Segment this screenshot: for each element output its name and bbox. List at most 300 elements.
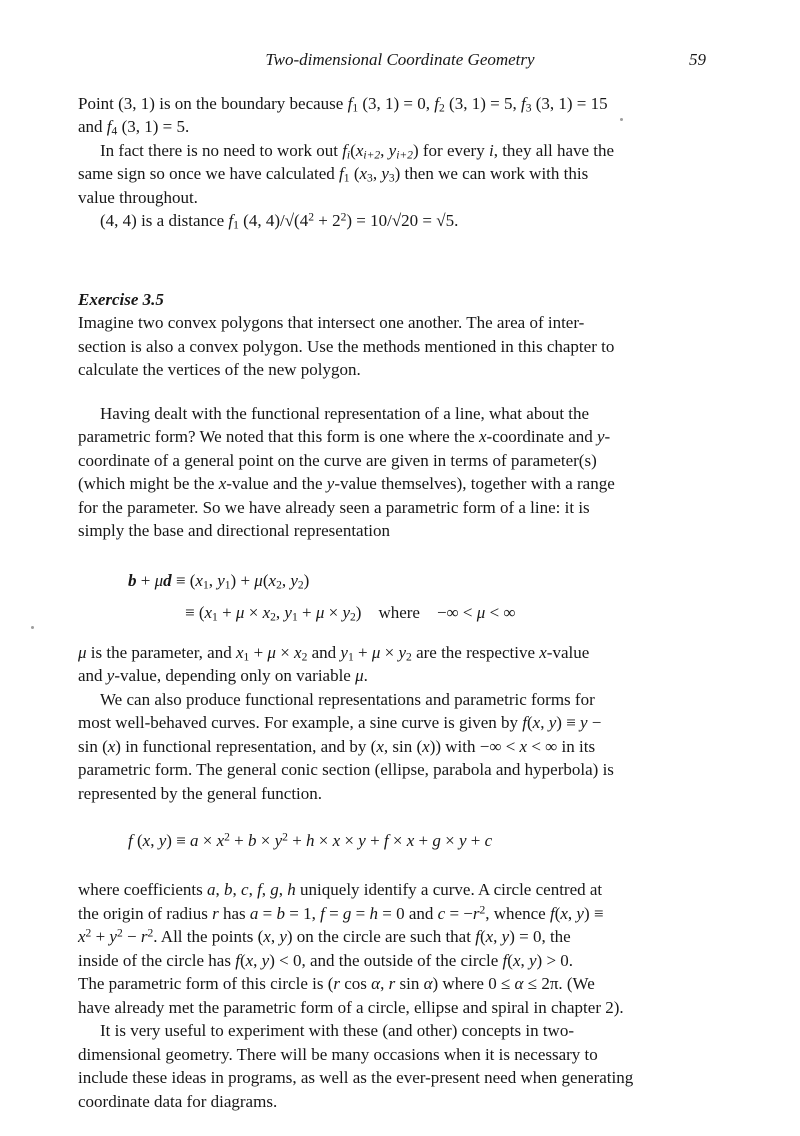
page-body: [78, 92, 722, 1114]
running-header: [78, 48, 722, 72]
text-run: f: [228, 211, 234, 230]
text-run: y: [284, 602, 292, 622]
text-run: -: [604, 427, 611, 446]
text-run: ,: [278, 880, 288, 899]
text-run: ×: [275, 642, 295, 662]
text-run: ) ≡: [166, 831, 190, 850]
text-run: μ: [154, 570, 164, 590]
text-run: ×: [380, 642, 399, 662]
text-run: r: [212, 903, 219, 923]
text-run: r: [472, 903, 480, 923]
text-run: y: [358, 831, 366, 850]
text-run: f: [320, 903, 325, 923]
text-run: ) ≡: [556, 713, 580, 732]
text-run: ) in functional representation, and by (: [115, 736, 377, 756]
text-run: α: [423, 974, 433, 993]
text-run: f: [434, 93, 440, 113]
text-run: ≡ (: [171, 570, 196, 590]
text-run: f: [257, 880, 262, 899]
text-run: ,: [493, 927, 502, 946]
text-run: -value and the: [226, 474, 327, 493]
text-run: =: [351, 903, 370, 923]
text-run: y: [388, 140, 397, 160]
text-run: ≤ 2π. (We: [523, 974, 595, 993]
text-run: In fact there is no need to work out: [100, 140, 343, 160]
text-run: 3: [525, 101, 532, 115]
text-run: b: [248, 831, 257, 850]
para-boundary-line-2: [78, 115, 722, 139]
text-run: x: [268, 570, 277, 590]
text-run: +: [136, 570, 155, 590]
text-run: i: [346, 148, 351, 162]
text-run: ,: [208, 570, 218, 590]
text-run: .: [363, 666, 368, 685]
text-run: x: [359, 164, 368, 183]
text-run: c: [241, 880, 249, 899]
para-having-dealt-line-3: [78, 449, 722, 473]
text-run: g: [342, 903, 352, 923]
text-run: x: [263, 927, 271, 946]
text-run: 1: [233, 218, 239, 232]
text-column: [78, 48, 722, 1113]
text-run: f: [502, 950, 508, 970]
text-run: We can also produce functional representations and parametric forms for: [100, 689, 595, 709]
text-run: d: [163, 570, 172, 590]
text-run: x: [485, 927, 494, 946]
text-run: μ: [476, 602, 486, 622]
para-coefficients-line-4: [78, 949, 722, 973]
text-run: uniquely identify a curve. A circle centred at: [295, 880, 603, 899]
text-run: ) where 0 ≤: [432, 974, 515, 993]
text-run: -value, depending only on variable: [114, 666, 356, 685]
text-run: x: [262, 602, 271, 622]
text-run: y: [274, 831, 283, 850]
text-run: (: [479, 927, 486, 946]
text-run: x: [142, 831, 151, 850]
print-artifact-dot: [620, 118, 623, 121]
para-we-can-also-line-2: [78, 711, 722, 735]
text-run: α: [371, 974, 381, 993]
para-having-dealt-line-2: [78, 425, 722, 449]
text-run: +: [249, 642, 268, 662]
text-run: (: [554, 903, 561, 923]
text-run: −: [587, 713, 602, 732]
text-run: -value themselves), together with a range: [334, 474, 615, 493]
text-run: f: [383, 831, 389, 850]
text-run: where coefficients: [78, 880, 208, 899]
text-run: ,: [248, 880, 258, 899]
text-run: r: [140, 927, 148, 946]
text-run: x: [78, 927, 86, 946]
text-run: The parametric form of this circle is (: [78, 974, 334, 993]
text-run: h: [369, 903, 378, 923]
para-mu-parameter-line-1: [78, 641, 722, 665]
text-run: +: [297, 602, 316, 622]
text-run: ) on the circle are such that: [286, 927, 476, 946]
para-having-dealt: [78, 402, 722, 543]
text-run: (3, 1) = 5.: [117, 117, 190, 136]
text-run: parametric form? We noted that this form is one where the: [78, 427, 479, 446]
text-run: ,: [150, 831, 159, 850]
text-run: 1: [212, 610, 218, 624]
para-coefficients-line-3: [78, 925, 722, 949]
para-having-dealt-line-5: [78, 496, 722, 520]
text-run: f: [342, 140, 347, 160]
text-run: sin: [395, 974, 424, 993]
text-run: +: [217, 602, 236, 622]
para-exercise-line-2: [78, 335, 722, 359]
text-run: y: [109, 927, 117, 946]
math-parametric-line-line-1: [128, 565, 722, 597]
text-run: c: [484, 831, 493, 850]
text-run: c: [437, 903, 446, 923]
text-run: y: [279, 927, 287, 946]
text-run: simply the base and directional representation: [78, 521, 391, 540]
text-run: 1: [291, 610, 298, 624]
text-run: =: [258, 903, 277, 923]
text-run: (4, 4)/√(4: [238, 211, 309, 230]
text-run: x: [332, 831, 341, 850]
text-run: (: [132, 831, 143, 850]
text-run: -coordinate and: [486, 427, 597, 446]
text-run: ×: [314, 831, 333, 850]
text-run: +: [91, 927, 110, 946]
text-run: ) > 0.: [536, 950, 574, 970]
text-run: y: [217, 570, 225, 590]
text-run: y: [158, 831, 167, 850]
text-run: have already met the parametric form of a circle, ellipse and spiral in chapter 2).: [78, 997, 624, 1017]
text-run: y: [106, 666, 115, 685]
text-run: (: [239, 950, 246, 970]
text-run: y: [340, 642, 348, 662]
para-coefficients-line-1: [78, 878, 722, 902]
para-useful: [78, 1019, 722, 1113]
math-general-conic: [78, 825, 722, 857]
text-run: coordinate data for diagrams.: [78, 1091, 278, 1111]
text-run: =: [324, 903, 343, 923]
text-run: ,: [372, 164, 382, 183]
math-general-conic-line-1: [128, 825, 722, 857]
text-run: 2: [224, 830, 230, 844]
text-run: . All the points (: [153, 927, 264, 946]
text-run: value throughout.: [78, 187, 198, 207]
text-run: f: [522, 713, 527, 732]
text-run: Imagine two convex polygons that intersect one another. The area of inter-: [78, 313, 585, 332]
text-run: 2: [282, 830, 288, 844]
text-run: μ: [355, 666, 364, 685]
text-run: f: [520, 93, 526, 113]
text-run: ×: [244, 602, 263, 622]
text-run: (4, 4) is a distance: [100, 211, 229, 230]
text-run: ) = 10/√20 = √5.: [346, 211, 459, 230]
text-run: 2: [276, 578, 282, 592]
text-run: y: [326, 474, 335, 493]
text-run: α: [514, 974, 524, 993]
text-run: −: [122, 927, 141, 946]
text-run: dimensional geometry. There will be many occasions when it is necessary to: [78, 1044, 598, 1064]
text-run: ×: [340, 831, 359, 850]
para-useful-line-1: [78, 1019, 722, 1043]
text-run: ,: [281, 570, 291, 590]
text-run: , whence: [485, 903, 550, 923]
text-run: f: [106, 117, 112, 136]
para-mu-parameter-line-2: [78, 664, 722, 688]
text-run: = 1,: [284, 903, 321, 923]
para-no-need-line-2: [78, 162, 722, 186]
text-run: i+2: [363, 148, 381, 162]
text-run: (: [526, 713, 533, 732]
text-run: y: [501, 927, 510, 946]
text-run: )) with −∞ <: [429, 736, 520, 756]
text-run: ) where −∞ <: [355, 602, 477, 622]
text-run: ) for every: [412, 140, 489, 160]
para-useful-line-3: [78, 1066, 722, 1090]
text-run: (3, 1) = 0,: [358, 93, 435, 113]
text-run: b: [128, 570, 137, 590]
text-run: x: [204, 602, 213, 622]
text-run: b: [224, 880, 233, 899]
text-run: x: [376, 736, 384, 756]
para-useful-line-4: [78, 1090, 722, 1114]
text-run: , they all have the: [493, 140, 615, 160]
text-run: ) ≡: [583, 903, 604, 923]
text-run: b: [276, 903, 285, 923]
text-run: ) +: [230, 570, 255, 590]
text-run: x: [216, 831, 225, 850]
text-run: 2: [147, 926, 154, 940]
text-run: coordinate of a general point on the curve are given in terms of parameter(s): [78, 450, 597, 470]
text-run: ×: [440, 831, 459, 850]
text-run: ) = 0, the: [509, 927, 571, 946]
text-run: ): [303, 570, 310, 590]
text-run: (: [349, 164, 360, 183]
text-run: ) then we can work with this: [394, 164, 589, 183]
text-run: for the parameter. So we have already seen a parametric form of a line: it is: [78, 497, 590, 517]
text-run: g: [270, 880, 279, 899]
text-run: same sign so once we have calculated: [78, 164, 340, 183]
text-run: +: [414, 831, 433, 850]
text-run: 2: [406, 650, 412, 664]
text-run: (which might be the: [78, 474, 219, 493]
text-run: ,: [540, 713, 549, 732]
text-run: include these ideas in programs, as well as the ever-present need when generating: [78, 1068, 634, 1087]
text-run: y: [597, 427, 605, 446]
text-run: ,: [253, 950, 262, 970]
text-run: It is very useful to experiment with these (and other) concepts in two-: [100, 1021, 574, 1040]
exercise-heading-line-1: [78, 288, 722, 312]
text-run: +: [353, 642, 372, 662]
text-run: sin (: [78, 736, 108, 756]
text-run: r: [388, 974, 396, 993]
text-run: 2: [479, 902, 486, 916]
text-run: a: [190, 831, 199, 850]
text-run: +: [466, 831, 485, 850]
text-run: (3, 1) = 15: [531, 93, 608, 113]
text-run: y: [290, 570, 298, 590]
text-run: x: [245, 950, 254, 970]
text-run: 3: [388, 171, 395, 185]
para-no-need-line-1: [78, 139, 722, 163]
text-run: 2: [308, 210, 314, 224]
text-run: 2: [301, 650, 308, 664]
text-run: x: [519, 736, 528, 756]
text-run: f: [475, 927, 480, 946]
text-run: , sin (: [383, 736, 423, 756]
text-run: x: [532, 713, 541, 732]
text-run: most well-behaved curves. For example, a sine curve is given by: [78, 713, 523, 732]
para-coefficients-line-2: [78, 902, 722, 926]
para-coefficients: [78, 878, 722, 1019]
text-run: ,: [270, 927, 280, 946]
text-run: ,: [380, 140, 389, 160]
text-run: and: [78, 666, 107, 685]
para-boundary-line-1: [78, 92, 722, 116]
text-run: x: [479, 427, 487, 446]
text-run: ×: [324, 602, 343, 622]
exercise-heading: [78, 288, 722, 312]
text-run: +: [229, 831, 249, 850]
text-run: -value: [546, 642, 590, 662]
text-run: h: [287, 880, 296, 899]
para-we-can-also: [78, 688, 722, 806]
text-run: μ: [78, 642, 87, 662]
text-run: y: [342, 602, 350, 622]
text-run: ×: [198, 831, 217, 850]
text-run: 4: [111, 124, 118, 138]
text-run: (: [262, 570, 269, 590]
para-having-dealt-line-1: [78, 402, 722, 426]
text-run: ,: [215, 880, 225, 899]
text-run: (3, 1) = 5,: [444, 93, 521, 113]
text-run: calculate the vertices of the new polygon.: [78, 360, 361, 379]
text-run: ,: [232, 880, 242, 899]
text-run: + 2: [314, 211, 341, 230]
text-run: x: [560, 903, 568, 923]
para-exercise: [78, 311, 722, 382]
text-run: 1: [347, 650, 354, 664]
para-exercise-line-3: [78, 358, 722, 382]
text-run: x: [218, 474, 227, 493]
text-run: and: [78, 117, 107, 136]
page-number: 59: [689, 50, 706, 69]
para-distance-line-1: [78, 209, 722, 233]
text-run: Exercise 3.5: [78, 289, 164, 309]
text-run: 2: [350, 610, 356, 624]
text-run: h: [306, 831, 315, 850]
para-we-can-also-line-5: [78, 782, 722, 806]
math-parametric-line: [78, 565, 722, 629]
text-run: parametric form. The general conic section (ellipse, parabola and hyperbola) is: [78, 760, 614, 779]
text-run: are the respective: [411, 642, 540, 662]
text-run: y: [576, 903, 584, 923]
text-run: < ∞ in its: [527, 736, 596, 756]
text-run: x: [107, 736, 116, 756]
text-run: f: [128, 831, 133, 850]
text-run: g: [432, 831, 441, 850]
para-distance: [78, 209, 722, 233]
text-run: 2: [270, 610, 276, 624]
math-parametric-line-line-2: [185, 597, 722, 629]
text-run: inside of the circle has: [78, 950, 236, 970]
text-run: x: [512, 950, 521, 970]
text-run: ) < 0, and the outside of the circle: [269, 950, 503, 970]
text-run: 1: [343, 171, 350, 185]
text-run: 2: [340, 210, 347, 224]
para-no-need-line-3: [78, 186, 722, 210]
text-run: 1: [224, 578, 231, 592]
para-we-can-also-line-1: [78, 688, 722, 712]
text-run: μ: [235, 602, 245, 622]
text-run: r: [333, 974, 340, 993]
text-run: x: [294, 642, 302, 662]
para-having-dealt-line-4: [78, 472, 722, 496]
text-run: y: [261, 950, 270, 970]
text-run: (: [507, 950, 513, 970]
text-run: μ: [254, 570, 263, 590]
text-run: has: [218, 903, 250, 923]
text-run: cos: [340, 974, 372, 993]
text-run: a: [249, 903, 259, 923]
text-run: represented by the general function.: [78, 783, 323, 803]
text-run: Having dealt with the functional representation of a line, what about the: [100, 403, 590, 423]
text-run: < ∞: [485, 602, 516, 622]
para-useful-line-2: [78, 1043, 722, 1067]
text-run: y: [579, 713, 588, 732]
text-run: = 0 and: [378, 903, 438, 923]
text-run: Point (3, 1) is on the boundary because: [78, 93, 348, 113]
text-run: y: [548, 713, 557, 732]
para-having-dealt-line-6: [78, 519, 722, 543]
text-run: ,: [520, 950, 529, 970]
text-run: y: [458, 831, 467, 850]
text-run: x: [539, 642, 547, 662]
para-exercise-line-1: [78, 311, 722, 335]
para-no-need: [78, 139, 722, 210]
text-run: f: [549, 903, 555, 923]
para-coefficients-line-5: [78, 972, 722, 996]
text-run: y: [381, 164, 389, 183]
text-run: y: [529, 950, 537, 970]
text-run: f: [347, 93, 353, 113]
text-run: 1: [352, 101, 359, 115]
text-run: +: [365, 831, 384, 850]
text-run: is the parameter, and: [86, 642, 236, 662]
text-run: ,: [567, 903, 577, 923]
text-run: i+2: [396, 148, 413, 162]
text-run: x: [355, 140, 364, 160]
text-run: ,: [261, 880, 271, 899]
text-run: ×: [388, 831, 407, 850]
text-run: f: [235, 950, 240, 970]
text-run: ,: [380, 974, 389, 993]
text-run: section is also a convex polygon. Use the methods mentioned in this chapter to: [78, 336, 615, 356]
para-boundary: [78, 92, 722, 139]
text-run: f: [339, 164, 344, 183]
text-run: 2: [439, 101, 445, 115]
text-run: μ: [267, 642, 276, 662]
text-run: 3: [367, 171, 373, 185]
text-run: ≡ (: [185, 602, 205, 622]
text-run: +: [287, 831, 307, 850]
text-run: μ: [315, 602, 325, 622]
text-run: 1: [202, 578, 209, 592]
para-we-can-also-line-4: [78, 758, 722, 782]
text-run: 2: [116, 926, 123, 940]
text-run: x: [406, 831, 415, 850]
text-run: 1: [243, 650, 250, 664]
text-run: the origin of radius: [78, 903, 213, 923]
text-run: (: [350, 140, 356, 160]
